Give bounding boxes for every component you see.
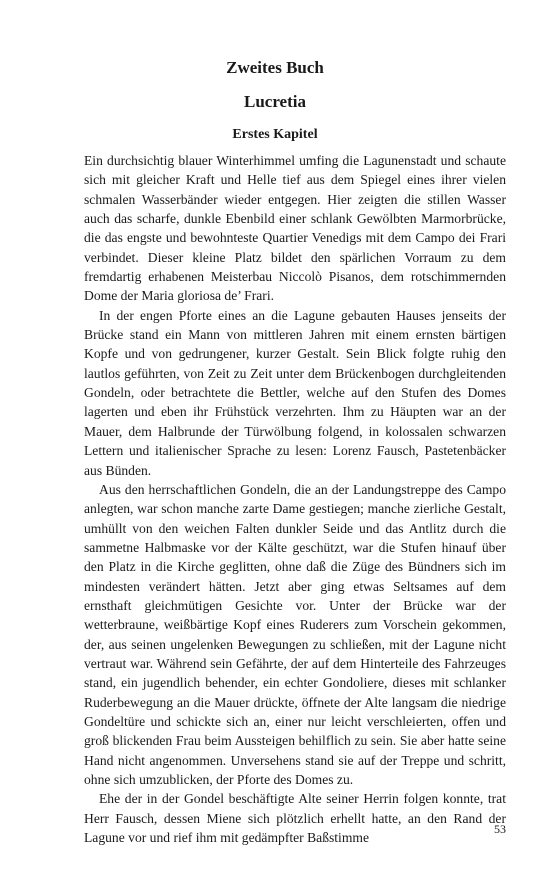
- paragraph: Aus den herrschaftlichen Gondeln, die an der Landungstreppe des Campo anlegten, war schon manche zarte Dame gestiegen; manche zierliche Gestalt, umhüllt von den weichen Falten dunkler Seide und das Antlitz durch die sammetne Halbmaske vor der Kälte geschützt, war die Stufen hinauf über den Platz in die Kirche geglitten, ohne daß die Züge des Bündners sich im mindesten verändert hätten. Jetzt aber ging etwas Seltsames auf dem ernsthaft gleichmütigen Gesichte vor. Unter der Brücke war der wetterbraune, weißbärtige Kopf eines Ruderers zum Vorschein gekommen, der, aus seinen ungelenken Bewegungen zu schließen, mit der Lagune nicht vertraut war. Während sein Gefährte, der auf dem Hinterteile des Fahrzeuges stand, ein jugendlich behender, ein echter Gondoliere, dieses mit schlanker Ruderbewegung an die Mauer drückte, öffnete der Alte langsam die niedrige Gondeltüre und schickte sich an, einer nur leicht verschleierten, offen und groß blickenden Frau beim Aussteigen behilflich zu sein. Sie aber hatte seine Hand nicht angenommen. Unversehens stand sie auf der Treppe und schritt, ohne sich umzublicken, der Pforte des Domes zu.: [84, 481, 506, 787]
- paragraph: In der engen Pforte eines an die Lagune gebauten Hauses jenseits der Brücke stand ein Mann von mittleren Jahren mit einem ernsten bärtigen Kopfe und von gedrungener, kurzer Gestalt. Sein Blick folgte ruhig den lautlos geführten, von Zeit zu Zeit unter dem Brückenbogen durchgleitenden Gondeln, oder betrachtete die Bettler, welche auf den Stufen des Domes lagerten und eben ihr Frühstück verzehrten. Ihm zu Häupten war an der Mauer, dem Halbrunde der Türwölbung folgend, in kolossalen schwarzen Lettern und italienischer Sprache zu lesen: Lorenz Fausch, Pastetenbäcker aus Bünden.: [84, 307, 506, 478]
- chapter-title: Erstes Kapitel: [232, 127, 318, 142]
- part-title: Lucretia: [243, 92, 306, 111]
- page-number: 53: [494, 822, 506, 836]
- book-title: Zweites Buch: [226, 58, 324, 77]
- paragraph: Ehe der in der Gondel beschäftigte Alte seiner Herrin folgen konnte, trat Herr Fausch, dessen Miene sich plötzlich erhellt hatte, an den Rand der Lagune vor und rief ihm mit gedämpfter Baßstimme: [84, 791, 506, 846]
- paragraph: Ein durchsichtig blauer Winterhimmel umfing die Lagunenstadt und schaute sich mit gleicher Kraft und Helle tief aus dem Spiegel eines ihrer vielen schmalen Wasserbänder wieder entgegen. Hier zeigten die stillen Wasser auch das scharfe, dunkle Ebenbild einer schlank Gewölbten Marmorbrücke, die das engste und bewohnteste Quartier Venedigs mit dem Campo dei Frari verbindet. Dieser kleine Platz bildet den spärlichen Vorraum zu dem fremdartig erhabenen Meisterbau Niccolò Pisanos, dem rotschimmernden Dome der Maria gloriosa de’ Frari.: [84, 153, 506, 304]
- chapter-body: [84, 151, 506, 847]
